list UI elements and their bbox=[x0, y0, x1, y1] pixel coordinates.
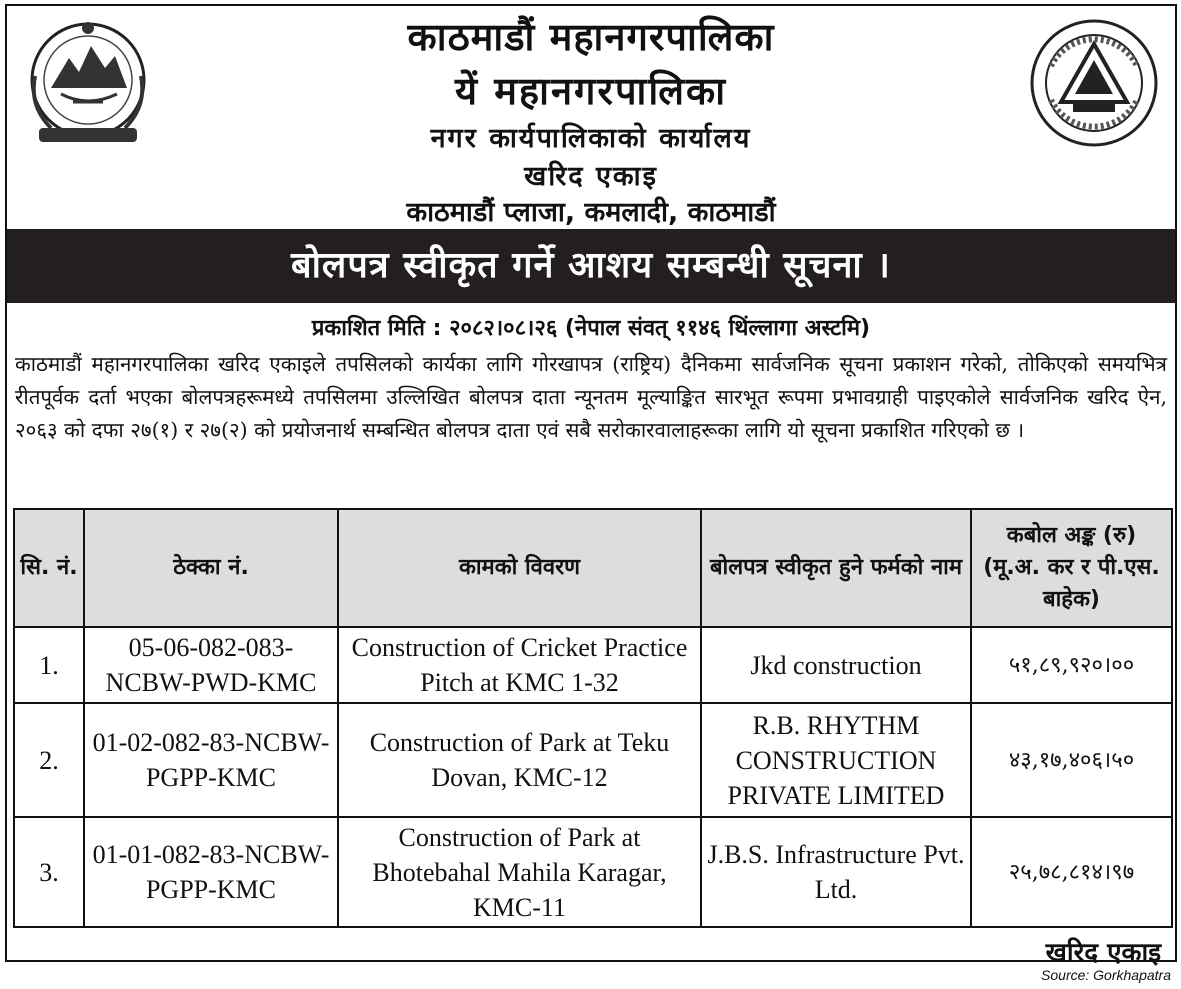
cell-contract: 05-06-082-083-NCBW-PWD-KMC bbox=[84, 627, 338, 703]
cell-firm: Jkd construction bbox=[701, 627, 971, 703]
header-firm: बोलपत्र स्वीकृत हुने फर्मको नाम bbox=[701, 509, 971, 627]
unit-name: खरिद एकाइ bbox=[524, 161, 658, 192]
tender-table bbox=[13, 508, 1173, 928]
header-sn: सि. नं. bbox=[14, 509, 84, 627]
cell-sn: 1. bbox=[14, 627, 84, 703]
header-amount: कबोल अङ्क (रु) (मू.अ. कर र पी.एस. बाहेक) bbox=[971, 509, 1172, 627]
table-row bbox=[14, 703, 1172, 817]
cell-amount: ४३,१७,४०६।५० bbox=[971, 703, 1172, 817]
municipality-name-newari: यें महानगरपालिका bbox=[454, 68, 728, 113]
published-date: प्रकाशित मिति : २०८२।०८।२६ (नेपाल संवत् ११४६ थिंल्लागा अस्टमि) bbox=[311, 316, 871, 341]
cell-description: Construction of Cricket Practice Pitch at KMC 1-32 bbox=[338, 627, 701, 703]
table-row bbox=[14, 817, 1172, 927]
notice-header bbox=[7, 6, 1175, 228]
notice-frame bbox=[5, 4, 1177, 968]
issuer-signature: खरिद एकाइ bbox=[1045, 938, 1161, 968]
cell-amount: २५,७८,८१४।९७ bbox=[971, 817, 1172, 927]
cell-contract: 01-01-082-83-NCBW-PGPP-KMC bbox=[84, 817, 338, 927]
table-header-row bbox=[14, 509, 1172, 627]
cell-description: Construction of Park at Bhotebahal Mahila Karagar, KMC-11 bbox=[338, 817, 701, 927]
source-credit: Source: Gorkhapatra bbox=[1041, 967, 1171, 983]
kmc-seal-icon bbox=[1027, 16, 1161, 150]
cell-sn: 3. bbox=[14, 817, 84, 927]
cell-description: Construction of Park at Teku Dovan, KMC-12 bbox=[338, 703, 701, 817]
cell-firm: R.B. RHYTHM CONSTRUCTION PRIVATE LIMITED bbox=[701, 703, 971, 817]
notice-body: काठमाडौं महानगरपालिका खरिद एकाइले तपसिलको कार्यका लागि गोरखापत्र (राष्ट्रिय) दैनिकमा सार्वजनिक सूचना प्रकाशन गरेको, तोकिएको समयभित्र रीतपूर्वक दर्ता भएका बोलपत्रहरूमध्ये तपसिलमा उल्लिखित बोलपत्र दाता न्यूनतम मूल्याङ्कित सारभूत रूपमा प्रभावग्राही पाइएकोले सार्वजनिक खरिद ऐन, २०६३ को दफा २७(१) र २७(२) को प्रयोजनार्थ सम्बन्धित बोलपत्र दाता एवं सबै सरोकारवालाहरूका लागि यो सूचना प्रकाशित गरिएको छ । bbox=[15, 352, 1167, 442]
municipality-name: काठमाडौं महानगरपालिका bbox=[407, 15, 775, 59]
cell-contract: 01-02-082-83-NCBW-PGPP-KMC bbox=[84, 703, 338, 817]
cell-sn: 2. bbox=[14, 703, 84, 817]
header-description: कामको विवरण bbox=[338, 509, 701, 627]
office-name: नगर कार्यपालिकाको कार्यालय bbox=[430, 123, 752, 154]
notice-title-banner: बोलपत्र स्वीकृत गर्ने आशय सम्बन्धी सूचना । bbox=[7, 229, 1175, 303]
header-contract: ठेक्का नं. bbox=[84, 509, 338, 627]
cell-firm: J.B.S. Infrastructure Pvt. Ltd. bbox=[701, 817, 971, 927]
office-address: काठमाडौं प्लाजा, कमलादी, काठमाडौं bbox=[406, 197, 776, 228]
cell-amount: ५१,८९,९२०।०० bbox=[971, 627, 1172, 703]
table-row bbox=[14, 627, 1172, 703]
